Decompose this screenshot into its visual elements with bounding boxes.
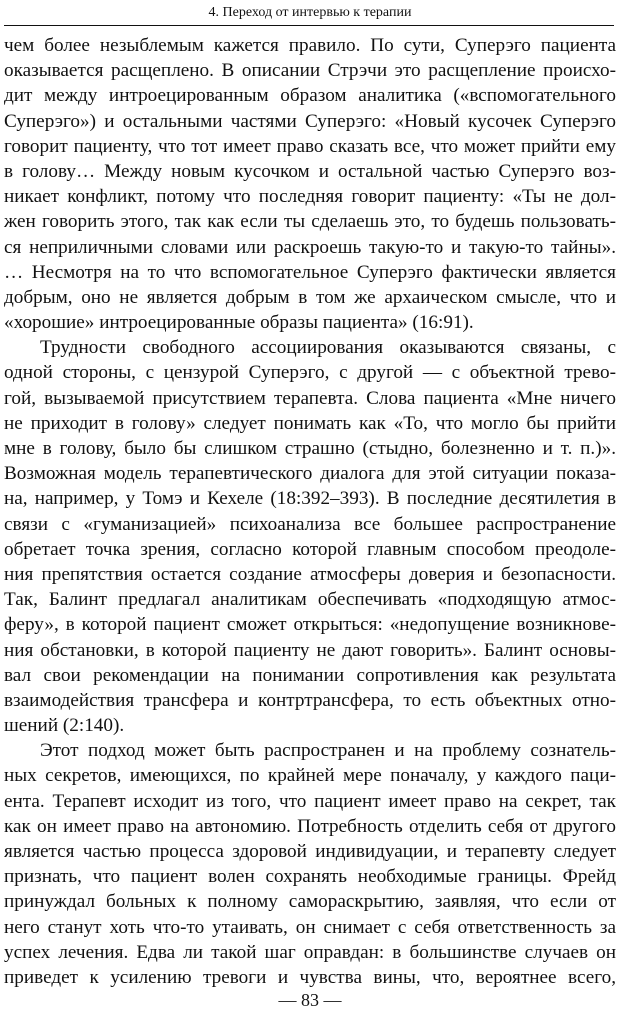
- text-line: ния обстановки, в которой пациенту не дают говорить». Балинт основы-: [4, 639, 616, 661]
- text-line: не приходит в голову» следует понимать как «То, что могло бы прийти: [4, 412, 616, 434]
- text-line: в голову… Между новым кусочком и остальной частью Суперэго воз-: [4, 160, 616, 182]
- text-line: вал свои рекомендации на понимании сопротивления как результата: [4, 664, 616, 686]
- text-line: Этот подход может быть распространен и на проблему сознатель-: [40, 740, 616, 762]
- text-line: обретает точка зрения, согласно которой главным способом преодоле-: [4, 538, 616, 560]
- text-line: Трудности свободного ассоциирования оказываются связаны, с: [40, 337, 616, 359]
- text-line: приведет к усилению тревоги и чувства вины, что, вероятнее всего,: [4, 966, 616, 988]
- running-head: 4. Переход от интервью к терапии: [208, 5, 412, 20]
- page-number: — 83 —: [278, 990, 342, 1010]
- text-line: связи с «гуманизацией» психоанализа все большее распространение: [4, 513, 616, 535]
- text-line: Так, Балинт предлагал аналитикам обеспечивать «подходящую атмос-: [4, 589, 616, 611]
- text-line: мне в голову, было бы слишком страшно (стыдно, болезненно и т. п.)».: [4, 438, 616, 459]
- text-line: Возможная модель терапевтического диалога для этой ситуации показа-: [4, 463, 616, 485]
- text-line: ния препятствия остается создание атмосферы доверия и безопасности.: [4, 563, 616, 585]
- text-line: него станут хоть что-то утаивать, он снимает с себя ответственность за: [4, 916, 616, 938]
- text-line: гой, вызываемой присутствием терапевта. Слова пациента «Мне ничего: [4, 387, 616, 409]
- text-line: чем более незыблемым кажется правило. По сути, Суперэго пациента: [4, 35, 616, 56]
- text-line: Суперэго») и остальными частями Суперэго: «Новый кусочек Суперэго: [4, 110, 616, 132]
- header-rule: [4, 25, 614, 26]
- text-line: ента. Терапевт исходит из того, что пациент имеет право на секрет, так: [4, 790, 616, 812]
- text-line: ных секретов, имеющихся, по крайней мере поначалу, у каждого паци-: [4, 765, 616, 787]
- body-text: [4, 33, 616, 990]
- text-line: жен говорить этого, так как если ты сделаешь это, то будешь пользовать-: [4, 211, 616, 233]
- text-line: на, например, у Томэ и Кехеле (18:392–393). В последние десятилетия в: [4, 488, 616, 510]
- text-line: «хорошие» интроецированные образы пациента» (16:91).: [4, 312, 474, 334]
- text-line: взаимодействия трансфера и контртрансфера, то есть объектных отно-: [4, 689, 616, 711]
- text-line: принуждал больных к полному самораскрытию, заявляя, что если от: [4, 891, 616, 913]
- text-line: ся неприличными словами или раскроешь такую-то и такую-то тайны».: [4, 236, 616, 258]
- text-line: … Несмотря на то что вспомогательное Суперэго фактически является: [4, 261, 616, 283]
- text-line: успех лечения. Едва ли такой шаг оправдан: в большинстве случаев он: [4, 941, 616, 963]
- text-line: добрым, оно не является добрым в том же архаическом смысле, что и: [4, 286, 616, 308]
- text-line: дит между интроецированным образом аналитика («вспомогательного: [4, 85, 616, 107]
- text-line: феру», в которой пациент сможет открыться: «недопущение возникнове-: [4, 614, 616, 636]
- text-line: одной стороны, с цензурой Суперэго, с другой — с объектной трево-: [4, 362, 616, 384]
- text-line: является частью процесса здоровой индивидуации, и терапевту следует: [4, 841, 616, 862]
- text-line: говорит пациенту, что тот имеет право сказать все, что может прийти ему: [4, 135, 616, 157]
- text-line: признать, что пациент волен сохранять необходимые границы. Фрейд: [4, 866, 616, 888]
- text-line: никает конфликт, потому что последняя говорит пациенту: «Ты не дол-: [4, 186, 616, 208]
- text-line: как он имеет право на автономию. Потребность отделить себя от другого: [4, 815, 616, 837]
- text-line: оказывается расщеплено. В описании Стрэчи это расщепление происхо-: [4, 60, 616, 82]
- text-line: шений (2:140).: [4, 715, 125, 737]
